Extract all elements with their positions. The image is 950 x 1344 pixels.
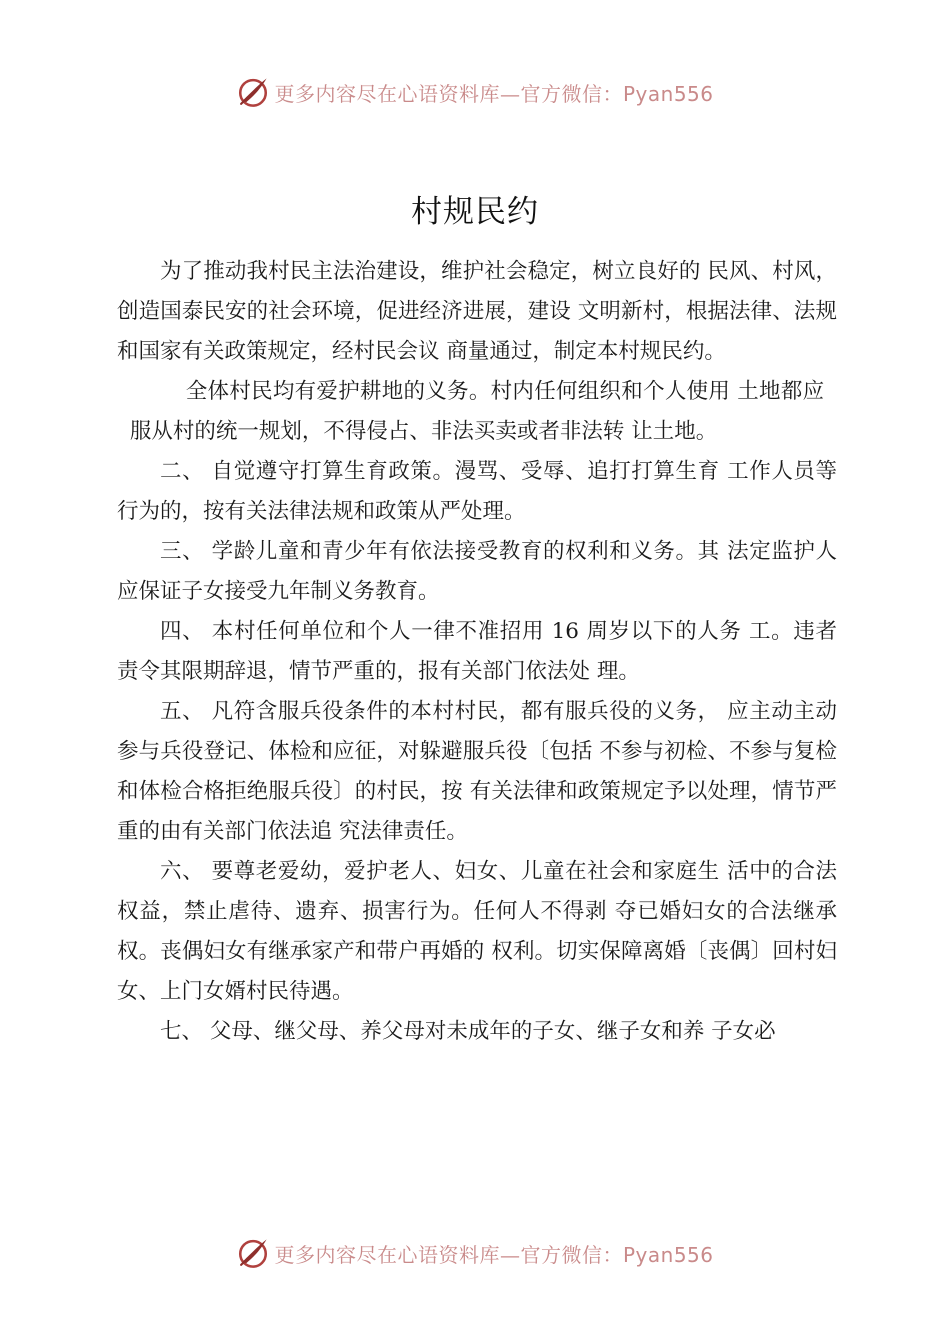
- document-title: 村规民约: [411, 194, 539, 230]
- paragraph-article-5: 五、 凡符含服兵役条件的本村村民，都有服兵役的义务， 应主动主动参与兵役登记、体检和应征，对躲避服兵役〔包括 不参与初检、不参与复检和体检合格拒绝服兵役〕的村民，按 有关法律和政策规定予以处理，情节严重的由有关部门依法追 究法律责任。: [117, 699, 837, 844]
- wechat-id: Pyan556: [622, 1242, 714, 1267]
- document-body: [117, 252, 837, 1052]
- paragraph-article-1: 全体村民均有爱护耕地的义务。村内任何组织和个人使用 土地都应服从村的统一规划，不得侵占、非法买卖或者非法转 让土地。: [129, 379, 825, 444]
- feather-quill-logo-icon: [236, 75, 270, 109]
- paragraph-article-6: 六、 要尊老爱幼，爱护老人、妇女、儿童在社会和家庭生 活中的合法权益，禁止虐待、遗弃、损害行为。任何人不得剥 夺已婚妇女的合法继承权。丧偶妇女有继承家产和带户再婚的 权利。切实保障离婚〔丧偶〕回村妇女、上门女婿村民待遇。: [117, 859, 837, 1004]
- feather-quill-logo-icon: [236, 1236, 270, 1270]
- paragraph-article-2: 二、 自觉遵守打算生育政策。漫骂、受辱、追打打算生育 工作人员等行为的，按有关法律法规和政策从严处理。: [117, 459, 837, 524]
- paragraph-article-3: 三、 学龄儿童和青少年有依法接受教育的权利和义务。其 法定监护人应保证子女接受九年制义务教育。: [117, 539, 837, 604]
- footer-banner: [0, 1233, 950, 1273]
- wechat-id: Pyan556: [622, 81, 714, 106]
- paragraph-intro: 为了推动我村民主法治建设，维护社会稳定，树立良好的 民风、村风，创造国泰民安的社会环境，促进经济进展，建设 文明新村，根据法律、法规和国家有关政策规定，经村民会议 商量通过，制定本村规民约。: [117, 259, 837, 364]
- paragraph-article-4: 四、 本村任何单位和个人一律不准招用 16 周岁以下的人务 工。违者责令其限期辞退，情节严重的，报有关部门依法处 理。: [117, 619, 837, 684]
- header-banner: [0, 72, 950, 112]
- banner-text: 更多内容尽在心语资料库—官方微信：Pyan556: [274, 1242, 714, 1267]
- paragraph-article-7: 七、 父母、继父母、养父母对未成年的子女、继子女和养 子女必: [160, 1019, 776, 1044]
- banner-text: 更多内容尽在心语资料库—官方微信：Pyan556: [274, 81, 714, 106]
